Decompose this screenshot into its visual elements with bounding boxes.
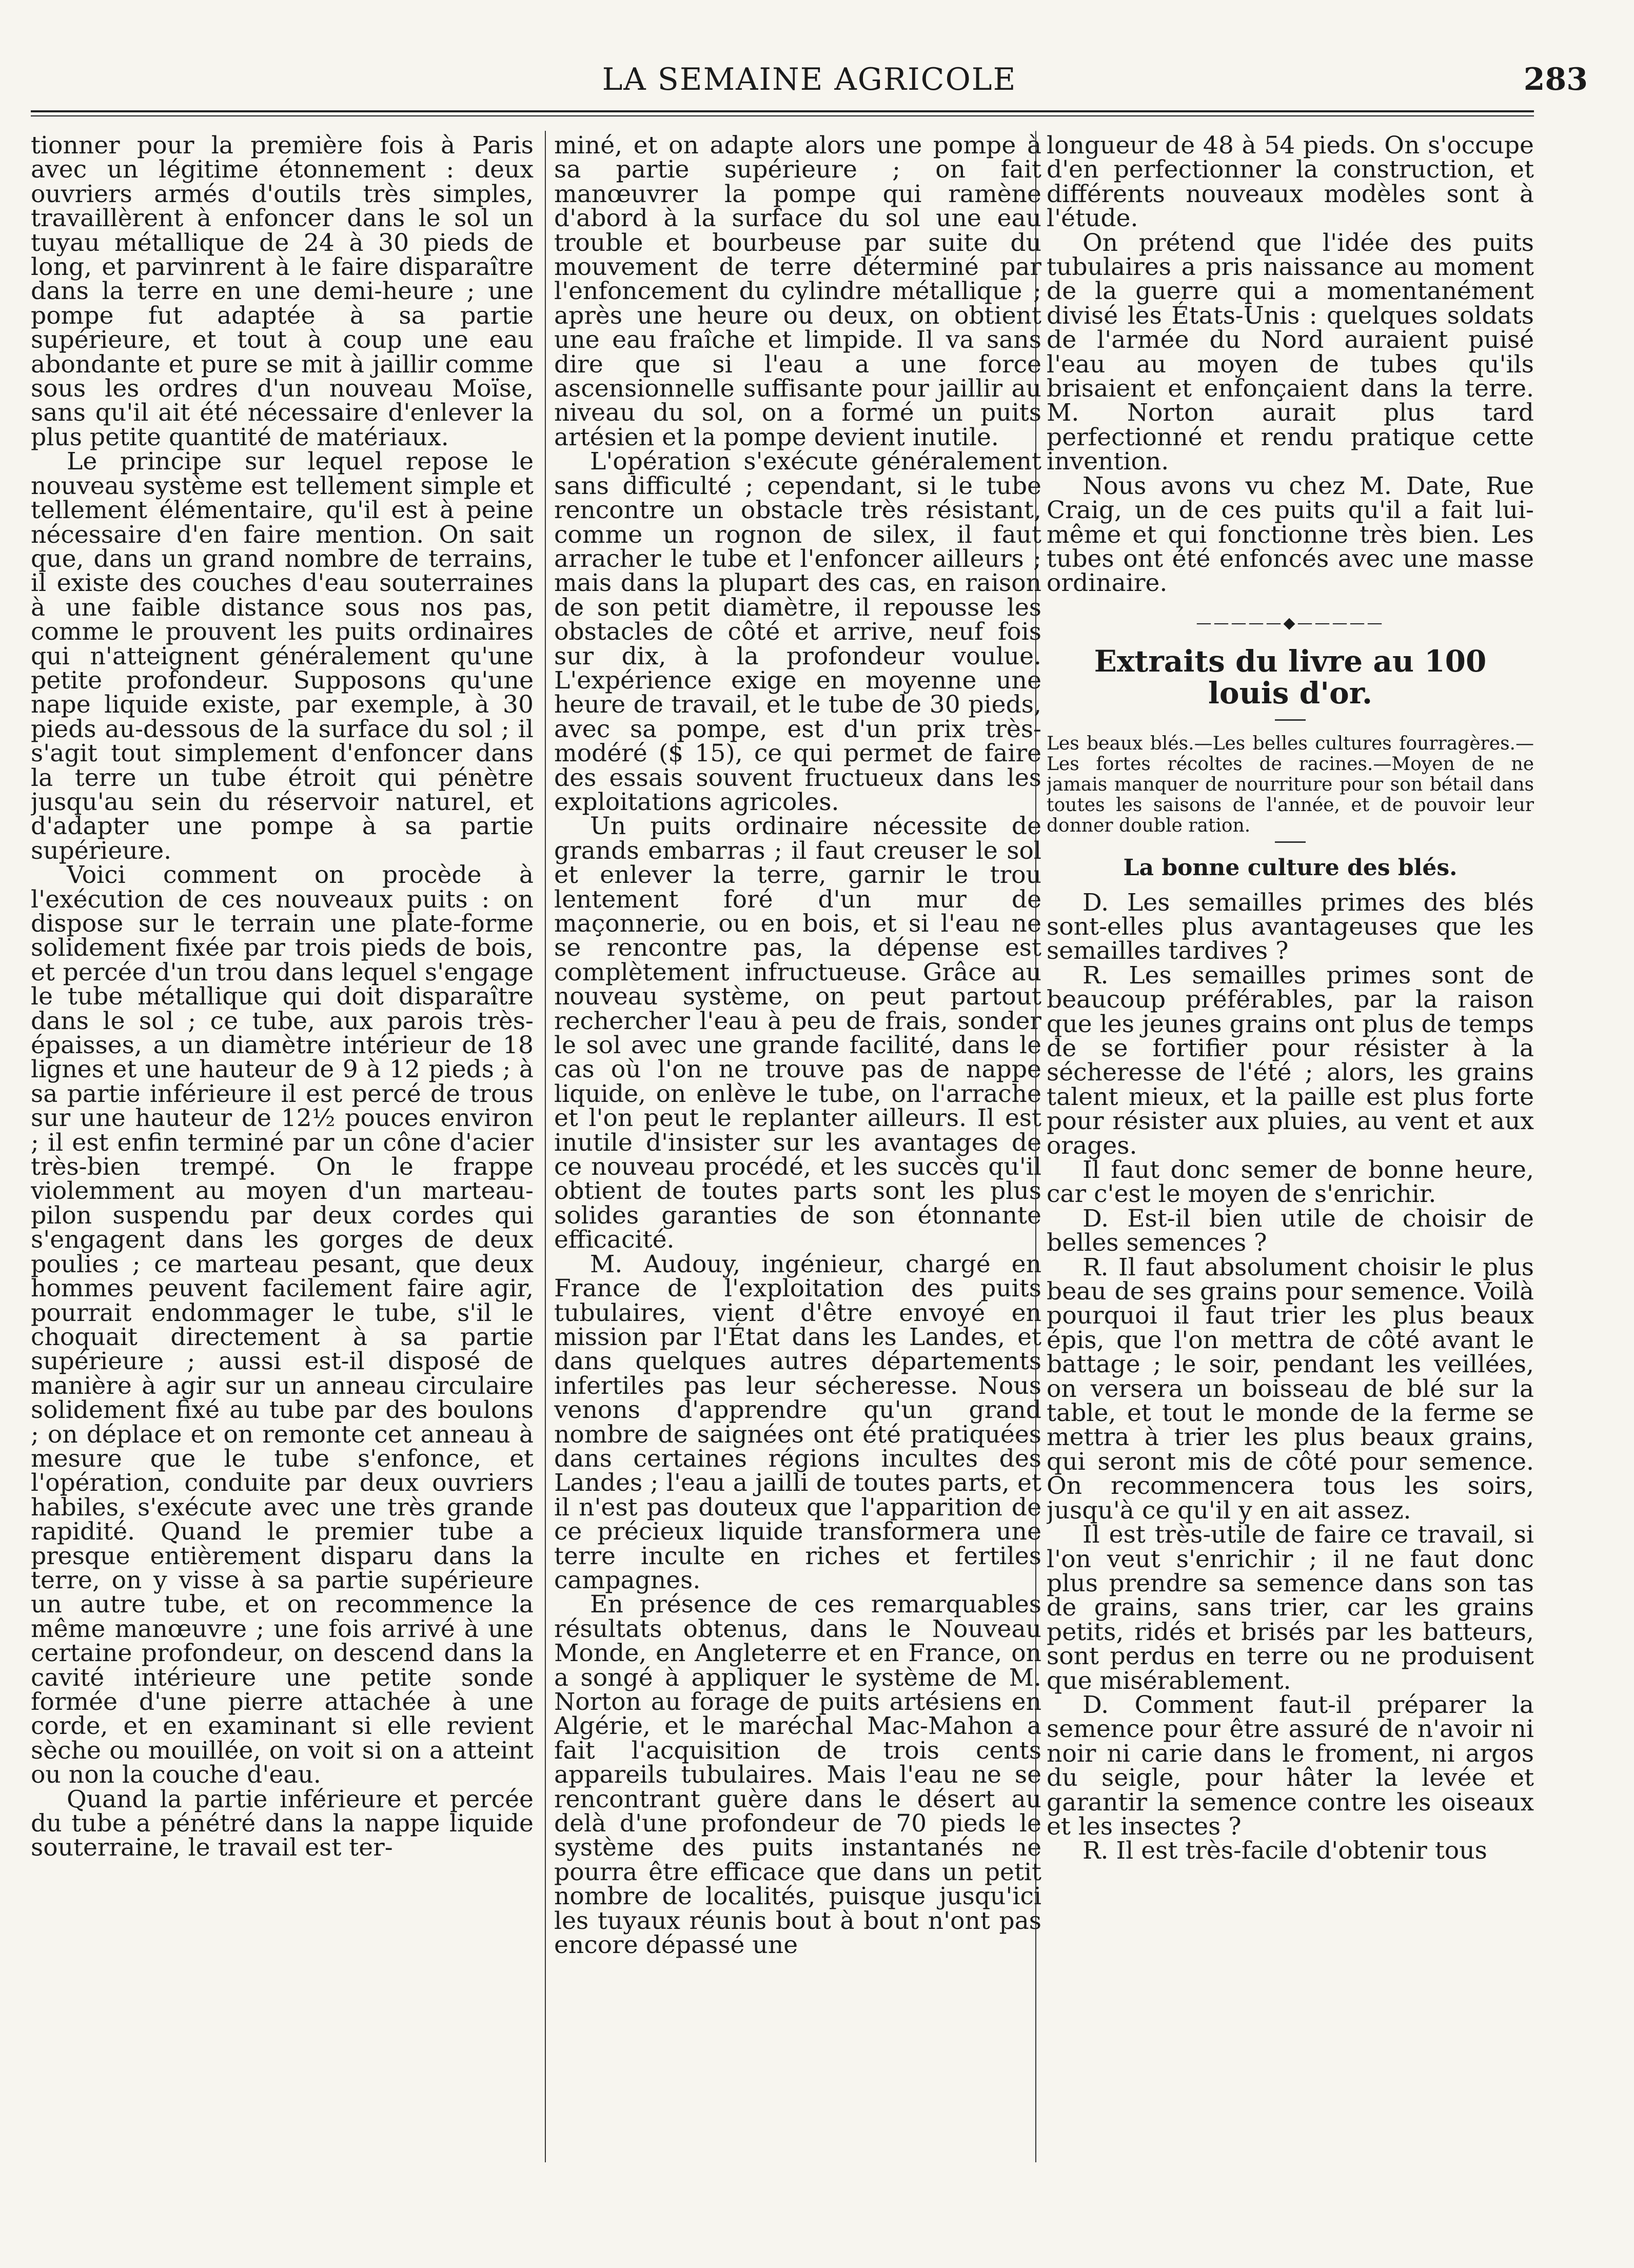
- paragraph: R. Les semailles primes sont de beaucoup préférables, par la raison que les jeunes grains ont plus de temps de se fortifier pour résister à la sécheresse de l'été ; alors, les grains talent mieux, et la paille est plus forte pour résister aux pluies, au vent et aux orages.: [1047, 961, 1534, 1160]
- short-rule: [1275, 719, 1306, 721]
- paragraph: D. Comment faut-il préparer la semence pour être assuré de n'avoir ni noir ni carie dans le froment, ni argos du seigle, pour hâter la levée et garantir la semence contre les oiseaux et les insectes ?: [1047, 1690, 1534, 1841]
- paragraph: Un puits ordinaire nécessite de grands embarras ; il faut creuser le sol et enlever la terre, garnir le trou lentement foré d'un mur de maçonnerie, ou en bois, et si l'eau ne se rencontre pas, la dépense est complètement infructueuse. Grâce au nouveau système, on peut partout rechercher l'eau à peu de frais, sonder le sol avec une grande facilité, dans le cas où l'on ne trouve pas de nappe liquide, on enlève le tube, on l'arrache et l'on peut le replanter ailleurs. Il est inutile d'insister sur les avantages de ce nouveau procédé, et les succès qu'il obtient de toutes parts sont les plus solides garanties de son étonnante efficacité.: [554, 812, 1041, 1254]
- column-divider: [545, 131, 546, 2162]
- paragraph: miné, et on adapte alors une pompe à sa partie supérieure ; on fait manœuvrer la pompe qui ramène d'abord à la surface du sol une eau trouble et bourbeuse par suite du mouvement de terre déterminé par l'enfoncement du cylindre métallique ; après une heure ou deux, on obtient une eau fraîche et limpide. Il va sans dire que si l'eau a une force ascensionnelle suffisante pour jaillir au niveau du sol, on a formé un puits artésien et la pompe devient inutile.: [554, 133, 1041, 451]
- paragraph: Quand la partie inférieure et percée du tube a pénétré dans la nappe liquide souterraine, le travail est ter-: [31, 1785, 534, 1862]
- page-number: 283: [1523, 62, 1588, 97]
- page-header: [31, 51, 1588, 108]
- paragraph: M. Audouy, ingénieur, chargé en France de l'exploitation des puits tubulaires, vient d'être envoyé en mission par l'État dans les Landes, et dans quelques autres départements infertiles pas leur sécheresse. Nous venons d'apprendre qu'un grand nombre de saignées ont été pratiquées dans certaines régions incultes des Landes ; l'eau a jailli de toutes parts, et il n'est pas douteux que l'apparition de ce précieux liquide transformera une terre inculte en riches et fertiles campagnes.: [554, 1250, 1041, 1594]
- header-rule-thin: [31, 115, 1534, 116]
- paragraph: longueur de 48 à 54 pieds. On s'occupe d'en perfectionner la construction, et différents nouveaux modèles sont à l'étude.: [1047, 133, 1534, 233]
- paragraph: Voici comment on procède à l'exécution de ces nouveaux puits : on dispose sur le terrain une plate-forme solidement fixée par trois pieds de bois, et percée d'un trou dans lequel s'engage le tube métallique qui doit disparaître dans le sol ; ce tube, aux parois très-épaisses, a un diamètre intérieur de 18 lignes et une hauteur de 9 à 12 pieds ; à sa partie inférieure il est percé de trous sur une hauteur de 12½ pouces environ ; il est enfin terminé par un cône d'acier très-bien trempé. On le frappe violemment au moyen d'un marteau-pilon suspendu par deux cordes qui s'engagent dans les gorges de deux poulies ; ce marteau pesant, que deux hommes peuvent facilement faire agir, pourrait endommager le tube, s'il le choquait directement à sa partie supérieure ; aussi est-il disposé de manière à agir sur un anneau circulaire solidement fixé au tube par des boulons ; on déplace et on remonte cet anneau à mesure que le tube s'enfonce, et l'opération, conduite par deux ouvriers habiles, s'exécute avec une très grande rapidité. Quand le premier tube a presque entièrement disparu dans la terre, on y visse à sa partie supérieure un autre tube, et on recommence la même manœuvre ; une fois arrivé à une certaine profondeur, on descend dans la cavité intérieure une petite sonde formée d'une pierre attachée à une corde, et en examinant si elle revient sèche ou mouillée, on voit si on a atteint ou non la couche d'eau.: [31, 861, 534, 1789]
- header-rule: [31, 110, 1534, 112]
- section-summary: Les beaux blés.—Les belles cultures fourragères.—Les fortes récoltes de racines.—Moyen de ne jamais manquer de nourriture pour son bétail dans toutes les saisons de l'année, et de pouvoir leur donner double ration.: [1047, 733, 1534, 837]
- column-3: [1047, 133, 1534, 2185]
- subsection-title: La bonne culture des blés.: [1123, 855, 1458, 881]
- paragraph: tionner pour la première fois à Paris avec un légitime étonnement : deux ouvriers armés d'outils très simples, travaillèrent à enfoncer dans le sol un tuyau métallique de 24 à 30 pieds de long, et parvinrent à le faire disparaître dans la terre en une demi-heure ; une pompe fut adaptée à sa partie supérieure, et tout à coup une eau abondante et pure se mit à jaillir comme sous les ordres d'un nouveau Moïse, sans qu'il ait été nécessaire d'enlever la plus petite quantité de matériaux.: [31, 133, 534, 451]
- journal-title: LA SEMAINE AGRICOLE: [602, 62, 1017, 97]
- paragraph: Le principe sur lequel repose le nouveau système est tellement simple et tellement élémentaire, qu'il est à peine nécessaire d'en faire mention. On sait que, dans un grand nombre de terrains, il existe des couches d'eau souterraines à une faible distance sous nos pas, comme le prouvent les puits ordinaires qui n'atteignent généralement qu'une petite profondeur. Supposons qu'une nape liquide existe, par exemple, à 30 pieds au-dessous de la surface du sol ; il s'agit tout simplement d'enfoncer dans la terre un tube étroit qui pénètre jusqu'au sein du réservoir naturel, et d'adapter une pompe à sa partie supérieure.: [31, 447, 534, 865]
- column-2: [554, 133, 1041, 2185]
- section-title: Extraits du livre au 100 louis d'or.: [1094, 644, 1487, 711]
- paragraph: En présence de ces remarquables résultats obtenus, dans le Nouveau Monde, en Angleterre et en France, on a songé à appliquer le système de M. Norton au forage de puits artésiens en Algérie, et le maréchal Mac-Mahon a fait l'acquisition de trois cents appareils tubulaires. Mais l'eau ne se rencontrant guère dans le désert au delà d'une profondeur de 70 pieds le système des puits instantanés ne pourra être efficace que dans un petit nombre de localités, puisque jusqu'ici les tuyaux réunis bout à bout n'ont pas encore dépassé une: [554, 1590, 1041, 1960]
- paragraph: Il faut donc semer de bonne heure, car c'est le moyen de s'enrichir.: [1047, 1156, 1534, 1209]
- paragraph: On prétend que l'idée des puits tubulaires a pris naissance au moment de la guerre qui a momentanément divisé les États-Unis : quelques soldats de l'armée du Nord auraient puisé l'eau au moyen de tubes qu'ils brisaient et enfonçaient dans la terre. M. Norton aurait plus tard perfectionné et rendu pratique cette invention.: [1047, 228, 1534, 476]
- paragraph: L'opération s'exécute généralement sans difficulté ; cependant, si le tube rencontre un obstacle très résistant, comme un rognon de silex, il faut arracher le tube et l'enfoncer ailleurs ; mais dans la plupart des cas, en raison de son petit diamètre, il repousse les obstacles de côté et arrive, neuf fois sur dix, à la profondeur voulue. L'expérience exige en moyenne une heure de travail, et le tube de 30 pieds, avec sa pompe, est d'un prix très-modéré ($ 15), ce qui permet de faire des essais souvent fructueux dans les exploitations agricoles.: [554, 447, 1041, 816]
- paragraph: Il est très-utile de faire ce travail, si l'on veut s'enrichir ; il ne faut donc plus prendre sa semence dans son tas de grains, sans trier, car les grains petits, ridés et brisés par les batteurs, sont perdus en terre ou ne produisent que misérablement.: [1047, 1521, 1534, 1695]
- paragraph: D. Les semailles primes des blés sont-elles plus avantageuses que les semailles tardives ?: [1047, 888, 1534, 965]
- short-rule: [1275, 841, 1306, 843]
- paragraph: R. Il est très-facile d'obtenir tous: [1082, 1837, 1487, 1865]
- paragraph: Nous avons vu chez M. Date, Rue Craig, un de ces puits qu'il a fait lui-même et qui fonctionne très bien. Les tubes ont été enfoncés avec une masse ordinaire.: [1047, 471, 1534, 598]
- column-1: [31, 133, 534, 2185]
- paragraph: R. Il faut absolument choisir le plus beau de ses grains pour semence. Voilà pourquoi il faut trier les plus beaux épis, que l'on mettra de côté avant le battage ; le soir, pendant les veillées, on versera un boisseau de blé sur la table, et tout le monde de la ferme se mettra à trier les plus beaux grains, qui seront mis de côté pour semence. On recommencera tous les soirs, jusqu'à ce qu'il y en ait assez.: [1047, 1253, 1534, 1525]
- ornament-separator: —————◆—————: [1196, 614, 1385, 632]
- paragraph: D. Est-il bien utile de choisir de belles semences ?: [1047, 1204, 1534, 1257]
